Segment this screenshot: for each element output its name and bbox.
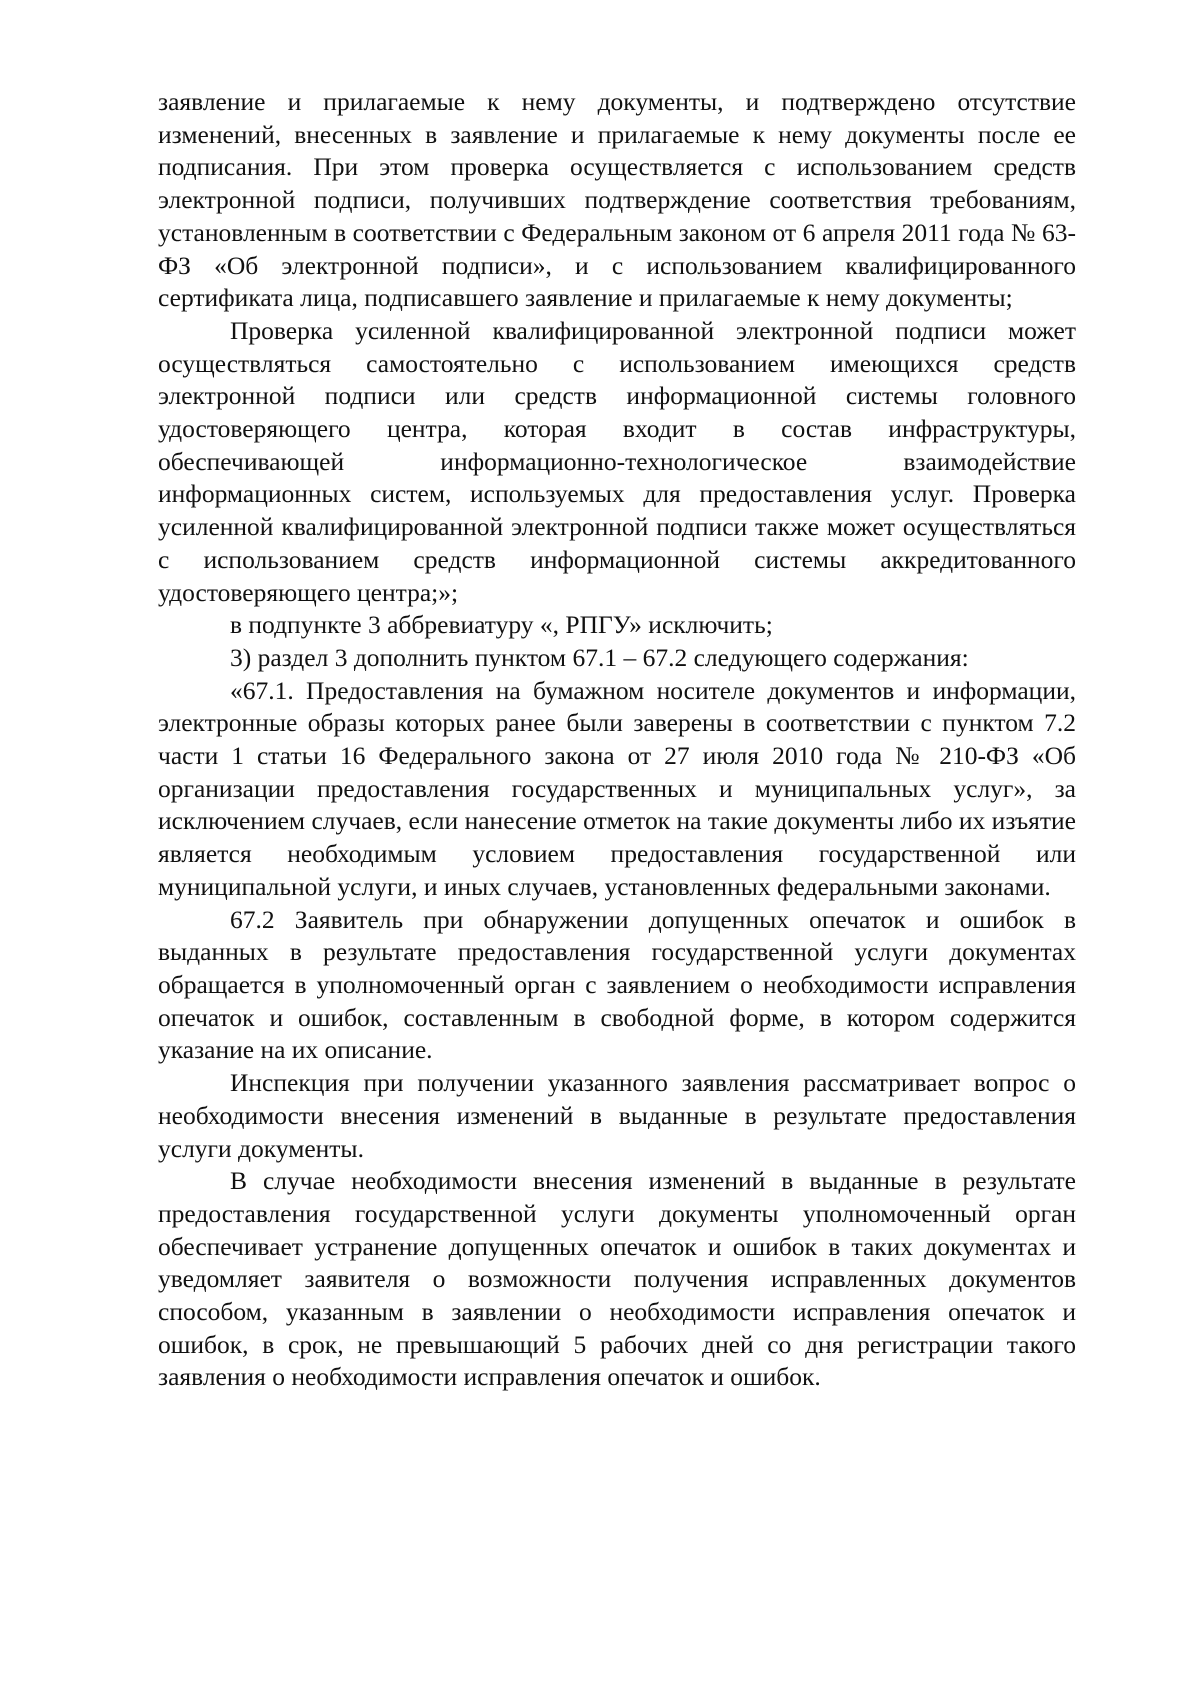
paragraph-signature-verification-continued: заявление и прилагаемые к нему документы, и подтверждено отсутствие изменений, внесенных в заявление и прилагаемые к нему документы после ее подписания. При этом проверка осуществляется с использованием средств электронной подписи, получивших подтверждение соответствия требованиям, установленным в соответствии с Федеральным законом от 6 апреля 2011 года № 63-ФЗ «Об электронной подписи», и с использованием квалифицированного сертификата лица, подписавшего заявление и прилагаемые к нему документы; bbox=[158, 87, 1076, 313]
paragraph-subitem-3-abbreviation: в подпункте 3 аббревиатуру «, РПГУ» исключить; bbox=[230, 610, 773, 640]
paragraph-qualified-signature-check: Проверка усиленной квалифицированной электронной подписи может осуществляться самостоятельно с использованием имеющихся средств электронной подписи или средств информационной системы головного удостоверяющего центра, которая входит в состав инфраструктуры, обеспечивающей информационно-технологическое взаимодействие информационных систем, используемых для предоставления услуг. Проверка усиленной квалифицированной электронной подписи также может осуществляться с использованием средств информационной системы аккредитованного удостоверяющего центра;»; bbox=[158, 315, 1076, 607]
document-body bbox=[158, 86, 1076, 1394]
paragraph-corrections-procedure: В случае необходимости внесения изменений в выданные в результате предоставления государственной услуги документы уполномоченный орган обеспечивает устранение допущенных опечаток и ошибок в таких документах и уведомляет заявителя о возможности получения исправленных документов способом, указанным в заявлении о необходимости исправления опечаток и ошибок, в срок, не превышающий 5 рабочих дней со дня регистрации такого заявления о необходимости исправления опечаток и ошибок. bbox=[158, 1166, 1076, 1392]
paragraph-section-3-addition: 3) раздел 3 дополнить пунктом 67.1 – 67.2 следующего содержания: bbox=[230, 642, 969, 672]
paragraph-item-67-2: 67.2 Заявитель при обнаружении допущенных опечаток и ошибок в выданных в результате предоставления государственной услуги документах обращается в уполномоченный орган с заявлением о необходимости исправления опечаток и ошибок, составленным в свободной форме, в котором содержится указание на их описание. bbox=[158, 904, 1076, 1065]
paragraph-inspection-review: Инспекция при получении указанного заявления рассматривает вопрос о необходимости внесения изменений в выданные в результате предоставления услуги документы. bbox=[158, 1068, 1076, 1163]
paragraph-item-67-1: «67.1. Предоставления на бумажном носителе документов и информации, электронные образы которых ранее были заверены в соответствии с пунктом 7.2 части 1 статьи 16 Федерального закона от 27 июля 2010 года № 210-ФЗ «Об организации предоставления государственных и муниципальных услуг», за исключением случаев, если нанесение отметок на такие документы либо их изъятие является необходимым условием предоставления государственной или муниципальной услуги, и иных случаев, установленных федеральными законами. bbox=[158, 675, 1076, 901]
